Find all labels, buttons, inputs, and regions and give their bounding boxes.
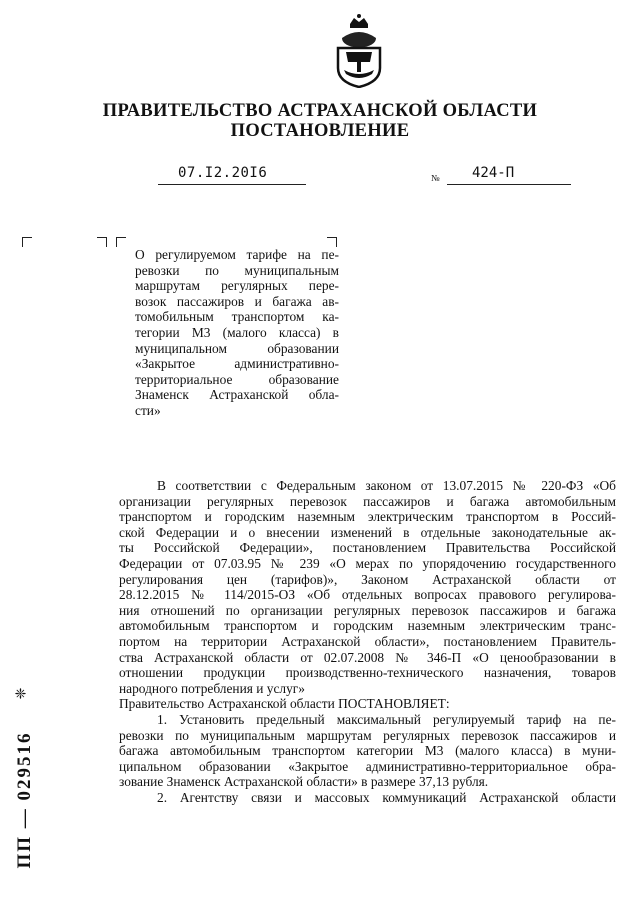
serial-number: ПП — 029516 — [14, 731, 35, 869]
body-line: ской Федерации и о внесении изменений в отдельные законодательные ак- — [119, 524, 616, 540]
item-1-line: 1. Установить предельный максимальный регулируемый тариф на пе- — [157, 711, 616, 727]
government-title: ПРАВИТЕЛЬСТВО АСТРАХАНСКОЙ ОБЛАСТИ — [102, 101, 538, 121]
subject-line: ревозки по муниципальным — [135, 262, 339, 278]
stamp-glyph: ❈ — [14, 687, 30, 700]
body-line: ства Астраханской области от 02.07.2008 № 346-П «О ценообразовании в — [119, 649, 616, 665]
item-1-line: зование Знаменск Астраханской области» в размере 37,13 рубля. — [119, 774, 489, 790]
item-1-line: ципальном образовании «Закрытое административно-территориальное обра- — [119, 758, 616, 774]
subject-line: «Закрытое административно- — [135, 356, 339, 372]
document-subject — [135, 247, 339, 419]
corner-mark — [22, 237, 32, 247]
number-label: № — [431, 173, 440, 183]
item-1-line: ревозки по муниципальным маршрутам регулярных перевозок пассажиров и — [119, 727, 616, 743]
subject-line: маршрутам регулярных пере- — [135, 278, 339, 294]
item-1-line: багажа автомобильным транспортом категории М3 (малого класса) в муни- — [119, 743, 616, 759]
body-line: В соответствии с Федеральным законом от 13.07.2015 № 220-ФЗ «Об — [157, 478, 616, 493]
document-number: 424-П — [472, 165, 515, 181]
body-line: транспортом и городским наземным электрическим транспортом в Россий- — [119, 509, 616, 525]
body-line: Федерации от 07.03.95 № 239 «О мерах по упорядочению государственного — [119, 555, 616, 571]
corner-mark — [327, 237, 337, 247]
document-type-title: ПОСТАНОВЛЕНИЕ — [230, 121, 410, 141]
subject-line: возок пассажиров и багажа ав- — [135, 293, 339, 309]
subject-line: О регулируемом тарифе на пе- — [135, 247, 339, 262]
body-line: автомобильным транспортом и городским наземным электрическим транс- — [119, 618, 616, 634]
body-line: портом на территории Астраханской области», постановлением Правитель- — [119, 633, 616, 649]
resolves-line: Правительство Астраханской области ПОСТАНОВЛЯЕТ: — [119, 696, 450, 712]
item-2-line: 2. Агентству связи и массовых коммуникаций Астраханской области — [157, 789, 616, 805]
subject-line: томобильным транспортом ка- — [135, 309, 339, 325]
corner-mark — [116, 237, 126, 247]
corner-mark — [97, 237, 107, 247]
subject-line: муниципальном образовании — [135, 340, 339, 356]
body-line: народного потребления и услуг» — [119, 680, 305, 696]
document-body — [119, 478, 616, 805]
body-line: 28.12.2015 № 114/2015-ОЗ «Об отдельных вопросах правового регулирова- — [119, 587, 616, 603]
subject-line: Знаменск Астраханской обла- — [135, 387, 339, 403]
coat-of-arms-emblem — [332, 12, 386, 88]
serial-number-margin — [10, 705, 40, 895]
body-line: регулирования цен (тарифов)», Законом Астраханской области от — [119, 571, 616, 587]
body-line: ты Российской Федерации», постановлением Правительства Российской — [119, 540, 616, 556]
body-line: организации регулярных перевозок пассажиров и багажа автомобильным — [119, 493, 616, 509]
body-line: ния отношений по организации регулярных перевозок пассажиров и багажа — [119, 602, 616, 618]
body-line: отношении продукции производственно-технического назначения, товаров — [119, 665, 616, 681]
document-date: 07.I2.20I6 — [178, 165, 268, 181]
subject-line: тегории М3 (малого класса) в — [135, 324, 339, 340]
subject-line: территориальное образование — [135, 371, 339, 387]
subject-line: сти» — [135, 402, 161, 418]
